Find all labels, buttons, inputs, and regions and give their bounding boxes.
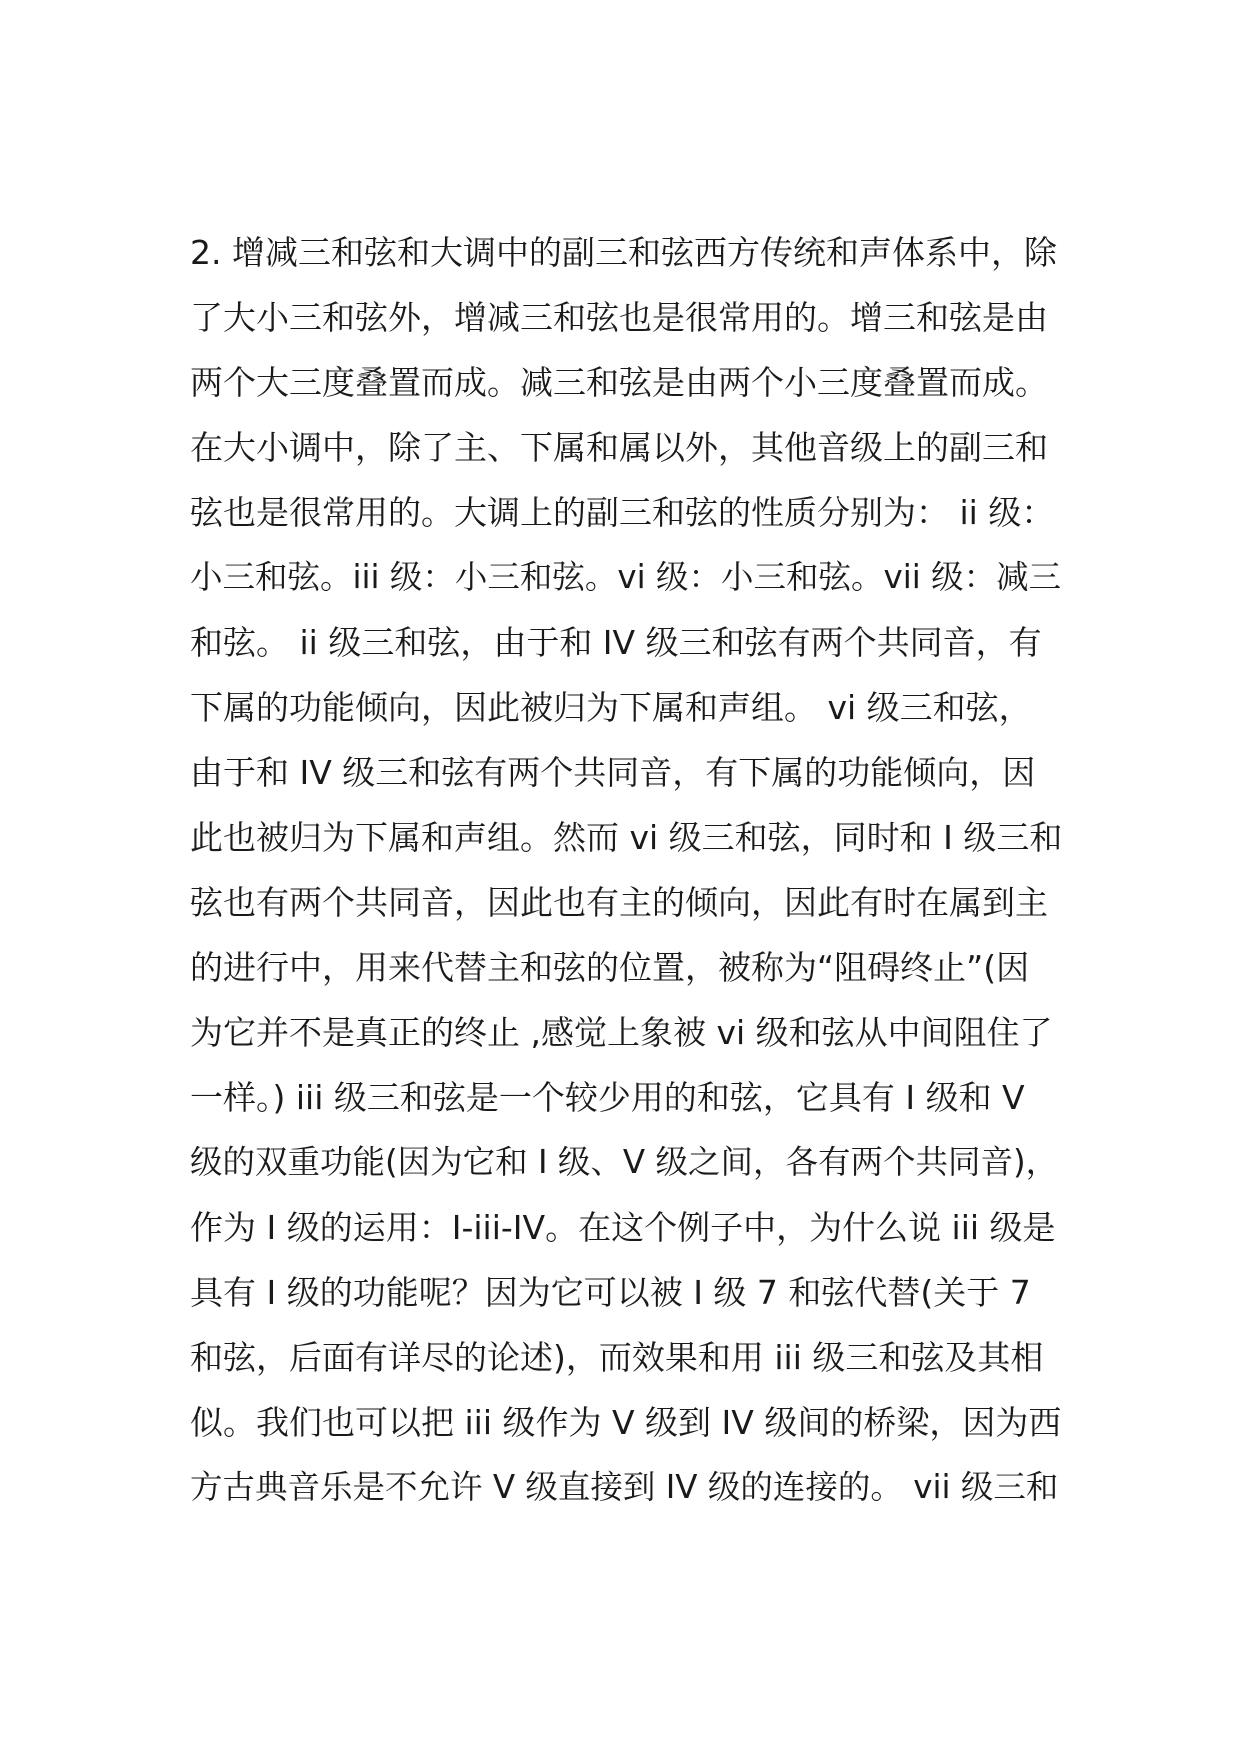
text-line: 级的双重功能(因为它和 I 级、V 级之间，各有两个共同音)，: [190, 1143, 1059, 1181]
text-line: 为它并不是真正的终止 ,感觉上象被 vi 级和弦从中间阻住了: [190, 1013, 1053, 1052]
text-line: 一样。) iii 级三和弦是一个较少用的和弦，它具有 I 级和 V: [190, 1078, 1025, 1117]
text-line: 由于和 IV 级三和弦有两个共同音，有下属的功能倾向，因: [190, 753, 1036, 792]
text-line: 在大小调中，除了主、下属和属以外，其他音级上的副三和: [190, 428, 1048, 467]
text-line: 下属的功能倾向，因此被归为下属和声组。 vi 级三和弦，: [190, 688, 1032, 727]
text-line: 和弦，后面有详尽的论述)，而效果和用 iii 级三和弦及其相: [190, 1338, 1044, 1377]
text-line: 2. 增减三和弦和大调中的副三和弦西方传统和声体系中，除: [190, 233, 1057, 272]
text-line: 方古典音乐是不允许 V 级直接到 IV 级的连接的。 vii 级三和: [190, 1468, 1059, 1506]
text-line: 小三和弦。iii 级：小三和弦。vi 级：小三和弦。vii 级：减三: [190, 558, 1062, 596]
body-paragraph: [190, 220, 1070, 1520]
text-line: 了大小三和弦外，增减三和弦也是很常用的。增三和弦是由: [190, 298, 1048, 337]
text-line: 的进行中，用来代替主和弦的位置，被称为“阻碍终止”(因: [190, 948, 1030, 987]
text-line: 两个大三度叠置而成。减三和弦是由两个小三度叠置而成。: [190, 363, 1048, 402]
text-line: 此也被归为下属和声组。然而 vi 级三和弦，同时和 I 级三和: [190, 818, 1063, 857]
text-line: 具有 I 级的功能呢？因为它可以被 I 级 7 和弦代替(关于 7: [190, 1273, 1031, 1312]
text-line: 弦也有两个共同音，因此也有主的倾向，因此有时在属到主: [190, 883, 1048, 922]
text-line: 似。我们也可以把 iii 级作为 V 级到 IV 级间的桥梁，因为西: [190, 1403, 1062, 1442]
text-line: 弦也是很常用的。大调上的副三和弦的性质分别为： ii 级：: [190, 493, 1055, 532]
text-line: 作为 I 级的运用：I-iii-IV。在这个例子中，为什么说 iii 级是: [190, 1208, 1056, 1247]
text-line: 和弦。 ii 级三和弦，由于和 IV 级三和弦有两个共同音，有: [190, 623, 1042, 662]
